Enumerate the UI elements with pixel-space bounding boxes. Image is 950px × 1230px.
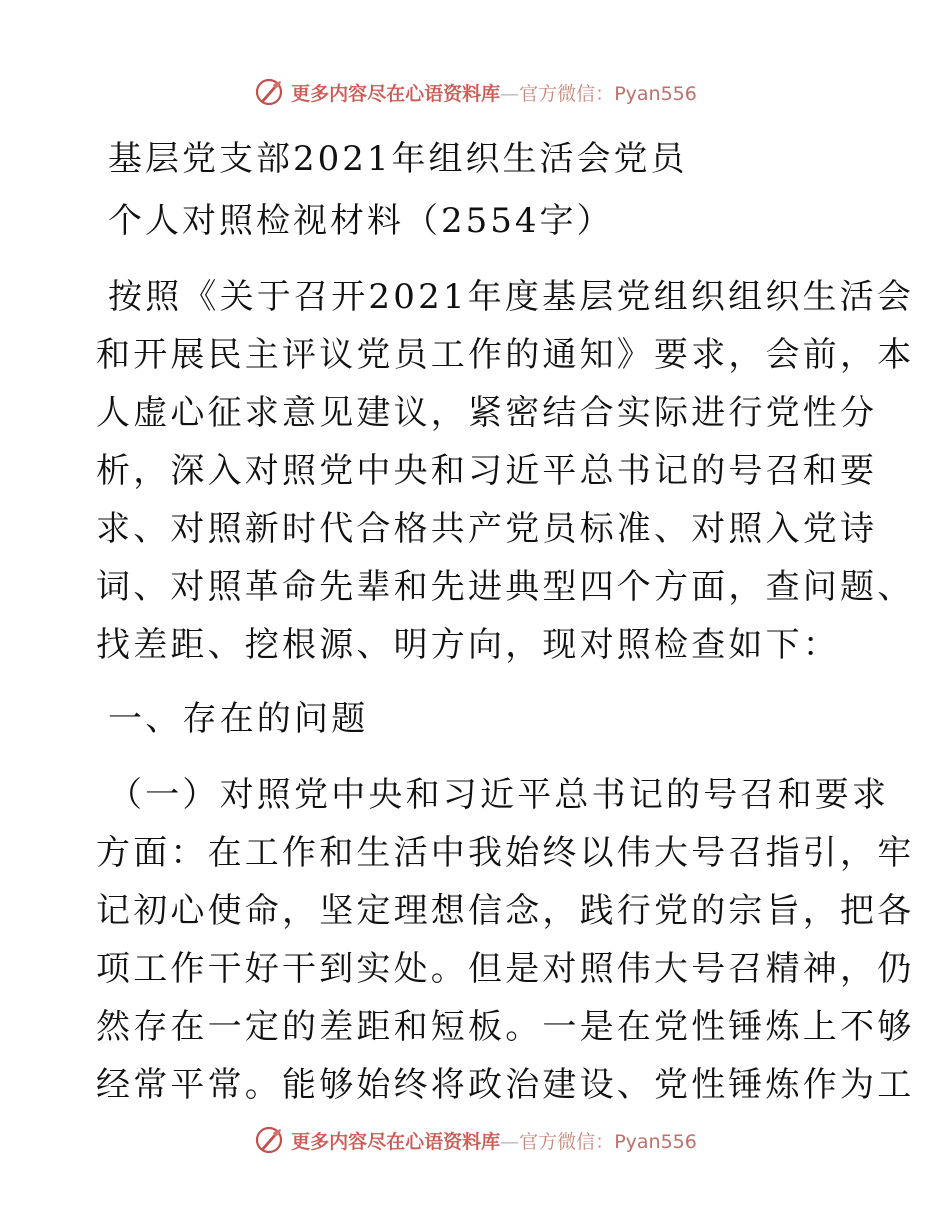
watermark-text bbox=[291, 79, 697, 106]
paragraph-line: 和开展民主评议党员工作的通知》要求，会前，本 bbox=[96, 335, 915, 375]
watermark-wechat-id: Pyan556 bbox=[614, 1130, 697, 1153]
watermark-separator: — bbox=[500, 82, 520, 105]
paragraph-line: （一）对照党中央和习近平总书记的号召和要求 bbox=[108, 775, 890, 815]
paragraph-line: 人虚心征求意见建议，紧密结合实际进行党性分 bbox=[96, 393, 878, 433]
paragraph-line: 方面：在工作和生活中我始终以伟大号召指引，牢 bbox=[96, 833, 915, 873]
paragraph-line: 经常平常。能够始终将政治建设、党性锤炼作为工 bbox=[96, 1065, 915, 1105]
paragraph-line: 项工作干好干到实处。但是对照伟大号召精神，仍 bbox=[96, 949, 915, 989]
section-heading: 一、存在的问题 bbox=[108, 699, 369, 739]
quill-logo-icon bbox=[253, 76, 285, 108]
quill-logo-icon bbox=[253, 1124, 285, 1156]
paragraph-line: 然存在一定的差距和短板。一是在党性锤炼上不够 bbox=[96, 1007, 915, 1047]
paragraph-line: 找差距、挖根源、明方向，现对照检查如下： bbox=[96, 625, 840, 665]
watermark-brand: 更多内容尽在心语资料库 bbox=[291, 1130, 501, 1153]
watermark-wechat-label: 官方微信： bbox=[519, 1130, 615, 1153]
watermark-wechat-id: Pyan556 bbox=[614, 82, 697, 105]
paragraph-line: 按照《关于召开2021年度基层党组织组织生活会 bbox=[108, 277, 915, 317]
footer-watermark bbox=[0, 1120, 950, 1160]
document-title-line-1: 基层党支部2021年组织生活会党员 bbox=[108, 139, 688, 179]
section-paragraph bbox=[96, 766, 914, 1114]
paragraph-line: 词、对照革命先辈和先进典型四个方面，查问题、 bbox=[96, 567, 915, 607]
intro-paragraph bbox=[96, 268, 914, 674]
document-title-line-2: 个人对照检视材料（2554字） bbox=[108, 201, 614, 241]
watermark-text bbox=[291, 1127, 697, 1154]
watermark-separator: — bbox=[500, 1130, 520, 1153]
watermark-wechat-label: 官方微信： bbox=[519, 82, 615, 105]
paragraph-line: 求、对照新时代合格共产党员标准、对照入党诗 bbox=[96, 509, 878, 549]
watermark-brand: 更多内容尽在心语资料库 bbox=[291, 82, 501, 105]
paragraph-line: 记初心使命，坚定理想信念，践行党的宗旨，把各 bbox=[96, 891, 915, 931]
paragraph-line: 析，深入对照党中央和习近平总书记的号召和要 bbox=[96, 451, 878, 491]
header-watermark bbox=[0, 72, 950, 112]
